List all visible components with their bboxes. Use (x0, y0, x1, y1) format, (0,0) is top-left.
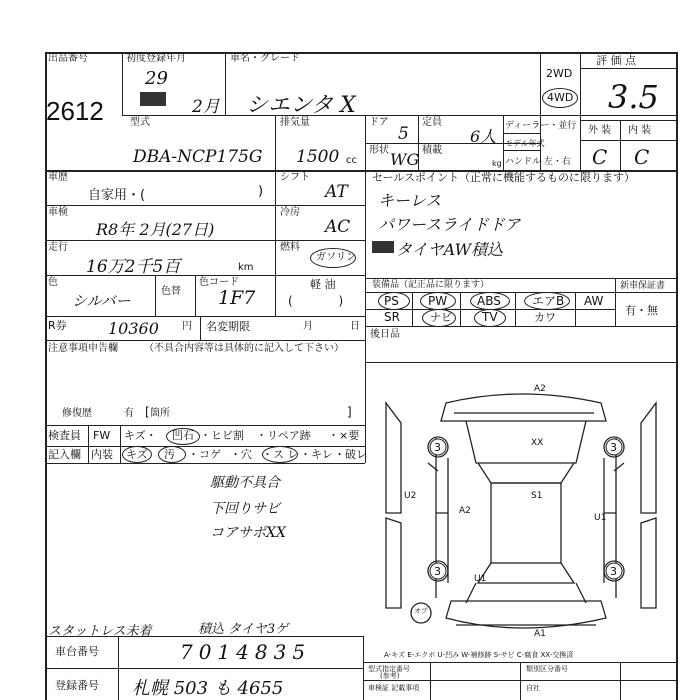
history-label: 車歴 (48, 172, 68, 183)
color-change-label: 色替 (161, 286, 181, 297)
interior-grade: C (634, 145, 650, 169)
mark-xx: XX (531, 438, 544, 448)
int-rub: ・ス レ (262, 448, 299, 461)
load-label: 積載 (422, 145, 442, 156)
insp-crack: ・ヒビ割 (200, 429, 244, 442)
int-tear: ・破レ (334, 448, 367, 461)
eq-tv: TV (482, 310, 498, 324)
notes-label: 注意事項申告欄 (48, 343, 118, 354)
fuel-gas: ガソリン (316, 252, 356, 263)
model-label: 型式 (130, 117, 150, 128)
notes-sub: （不具合内容等は具体的に記入して下さい） (144, 343, 344, 354)
int-label: 内装 (91, 448, 113, 461)
repair-part: 箇所 (150, 408, 170, 419)
repair-label: 修復歴 (62, 408, 92, 419)
bottom-left-note: スタットレス未着 (48, 624, 152, 639)
shift-value: AT (325, 182, 348, 202)
tire-fl: 3 (434, 441, 441, 454)
eq-aw: AW (584, 294, 604, 308)
color-label: 色 (48, 277, 58, 288)
mileage-value: 16万2千5百 (86, 257, 181, 277)
recycle-label: R券 (48, 319, 67, 332)
score-label: 評 価 点 (596, 54, 636, 67)
eq-sr: SR (384, 310, 400, 324)
drive-2wd: 2WD (546, 67, 573, 80)
lot-number: 2612 (46, 96, 104, 126)
sales-point-3: タイヤAW積込 (396, 240, 504, 259)
insp-need: ・×要 (328, 429, 360, 442)
score-value: 3.5 (608, 78, 659, 116)
chassis-label: 車台番号 (55, 645, 99, 658)
reg-year-label: 車検証 記載事項 (368, 684, 420, 692)
car-name: シエンタ X (246, 93, 356, 118)
dealer-label: ディーラー・並行 (505, 121, 577, 131)
eq-abs: ABS (477, 294, 501, 308)
eq-pw: PW (428, 294, 448, 308)
mark-a2-top: A2 (534, 384, 546, 394)
cert-sub: (参考) (380, 672, 400, 680)
legend: A-キズ E-エクボ U-凹み W-補修跡 S-サビ C-腐食 XX-交換済 (384, 651, 574, 659)
mark-a1: A1 (534, 629, 546, 639)
month-label: 月 (303, 321, 313, 332)
inspection-label: 車検 (48, 207, 68, 218)
genuine-value: 有・無 (625, 304, 658, 317)
int-burn: ・コゲ (188, 448, 221, 461)
eq-leather: カワ (534, 311, 556, 324)
insp-repair: ・リペア跡 (256, 429, 311, 442)
int-dirty: 汚 (164, 448, 175, 461)
tire-rr: 3 (610, 565, 617, 578)
cert-label: 型式指定番号 (368, 665, 410, 673)
mark-a2-left: A2 (459, 506, 471, 516)
history-value: 自家用・( (88, 188, 146, 203)
exterior-grade: C (592, 145, 608, 169)
handle-label: ハンドル 左・右 (505, 157, 571, 167)
shape-value: WG (390, 150, 420, 169)
category-label: 類別区分番号 (526, 665, 568, 673)
sales-point-1: キーレス (378, 191, 442, 210)
displacement-value: 1500 (296, 147, 340, 167)
capacity-label: 定員 (422, 117, 442, 128)
post-label: 後日品 (370, 329, 400, 340)
first-reg-label: 初度登録年月 (126, 53, 186, 64)
doors-value: 5 (398, 124, 409, 144)
day-label: 日 (350, 321, 360, 332)
recycle-unit: 円 (182, 321, 192, 332)
color-code-value: 1F7 (218, 287, 256, 309)
insp-scratch: キズ・ (124, 429, 157, 442)
history-value-end: ) (258, 184, 264, 199)
displacement-unit: cc (346, 155, 357, 166)
mark-s1: S1 (531, 491, 543, 501)
first-reg-year: 29 (145, 68, 168, 89)
doors-label: ドア (369, 117, 389, 128)
inspector-note-2: 下回りサビ (210, 501, 280, 517)
reg-date-label: 自社 (526, 684, 540, 692)
sales-points-label: セールスポイント（正常に機能するものに限ります） (372, 171, 636, 184)
mark-option: オプ (414, 607, 428, 615)
int-scratch: キズ (126, 448, 148, 461)
capacity-value: 6人 (470, 127, 497, 146)
eq-airbag: エアB (532, 294, 565, 308)
auction-no-label: 出品番号 (48, 53, 88, 64)
equipment-label: 装備品（記正品に限ります） (372, 280, 490, 290)
model-value: DBA-NCP175G (133, 147, 263, 167)
int-hole: ・穴 (230, 448, 252, 461)
name-change-label: 名変期限 (206, 320, 250, 333)
tire-fr: 3 (610, 441, 617, 454)
inspector-note-3: コアサポXX (210, 525, 286, 541)
eq-ps: PS (384, 294, 399, 308)
tire-rl: 3 (434, 565, 441, 578)
mileage-unit: km (238, 262, 254, 273)
repair-has: 有 (124, 408, 134, 419)
chassis-no: 7014835 (180, 640, 312, 664)
mark-u1-low: U1 (474, 574, 487, 584)
inspector-label: 検査員 (48, 429, 81, 442)
repair-bracket-open: [ (145, 405, 150, 419)
recycle-value: 10360 (108, 319, 159, 338)
entry-label: 記入欄 (48, 448, 81, 461)
ac-value: AC (325, 217, 351, 237)
mark-u2: U2 (404, 491, 417, 501)
inspector-note-1: 駆動不具合 (210, 475, 280, 491)
shift-label: シフト (280, 172, 310, 183)
inspection-value: R8年 2月(27日) (96, 220, 215, 239)
genuine-label: 新車保証書 (620, 281, 666, 291)
fuel-diesel: 軽 油 (310, 278, 336, 291)
bottom-mid-note: 積込 タイヤ3ゲ (198, 622, 289, 637)
color-value: シルバー (72, 292, 131, 310)
model-year-label: モデル年式 (505, 139, 545, 148)
mileage-label: 走行 (48, 242, 68, 253)
color-code-label: 色コード (199, 277, 239, 288)
drive-4wd: 4WD (547, 91, 574, 104)
int-cut: ・キレ (300, 448, 333, 461)
load-unit: kg (492, 159, 502, 168)
car-diagram (366, 363, 676, 663)
eq-navi: ナビ (430, 311, 452, 324)
reg-label: 登録番号 (55, 679, 99, 692)
fuel-label: 燃料 (280, 242, 300, 253)
shape-label: 形状 (369, 145, 389, 156)
exterior-label: 外 装 (588, 125, 612, 136)
fuel-paren: ( ) (288, 294, 344, 308)
first-reg-month: 2月 (192, 97, 220, 117)
displacement-label: 排気量 (280, 117, 310, 128)
sales-point-2: パワースライドドア (378, 215, 521, 234)
insp-fw: FW (93, 429, 111, 442)
mark-u1-right: U1 (594, 513, 607, 523)
ac-label: 冷房 (280, 207, 300, 218)
sales-strike (372, 241, 394, 253)
insp-stone: 凹石 (172, 429, 194, 442)
reg-no: 札幌 503 も 4655 (132, 678, 284, 699)
repair-bracket: ] (347, 405, 352, 419)
year-strike (140, 92, 166, 106)
interior-label: 内 装 (628, 125, 652, 136)
car-name-label: 車名・グレード (230, 53, 300, 64)
